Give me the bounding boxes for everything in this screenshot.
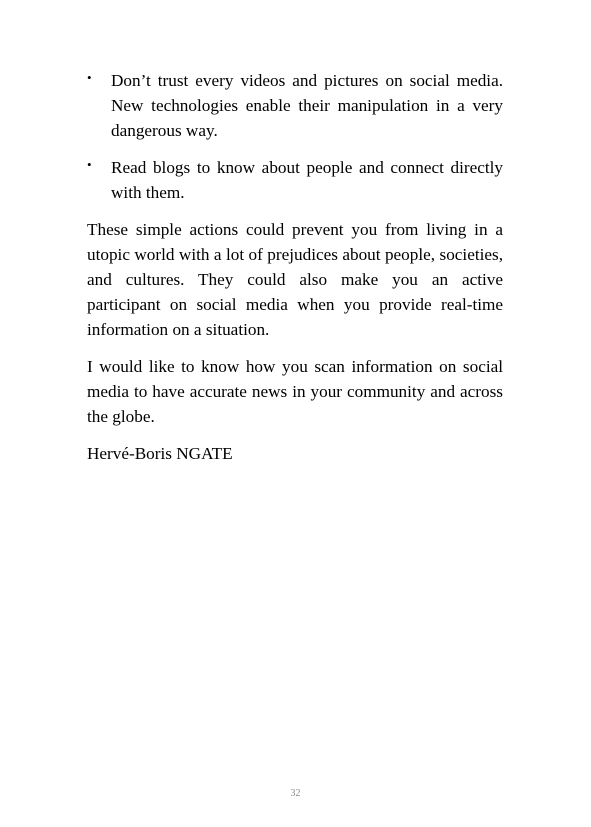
body-paragraph: I would like to know how you scan information on social media to have accurate news in your community and across the globe.	[87, 357, 503, 426]
page-number: 32	[290, 788, 301, 799]
page-content	[87, 68, 503, 466]
bullet-list	[87, 68, 503, 205]
body-paragraph: These simple actions could prevent you from living in a utopic world with a lot of prejudices about people, societies, and cultures. They could also make you an active participant on social media when you provide real-time information on a situation.	[87, 220, 503, 339]
bullet-item	[87, 155, 503, 205]
bullet-icon: •	[87, 157, 92, 172]
bullet-icon: •	[87, 70, 92, 85]
author-signature: Hervé-Boris NGATE	[87, 444, 233, 463]
bullet-item	[87, 68, 503, 143]
bullet-text: Don’t trust every videos and pictures on social media. New technologies enable their manipulation in a very dangerous way.	[111, 71, 503, 140]
bullet-text: Read blogs to know about people and connect directly with them.	[111, 158, 503, 202]
